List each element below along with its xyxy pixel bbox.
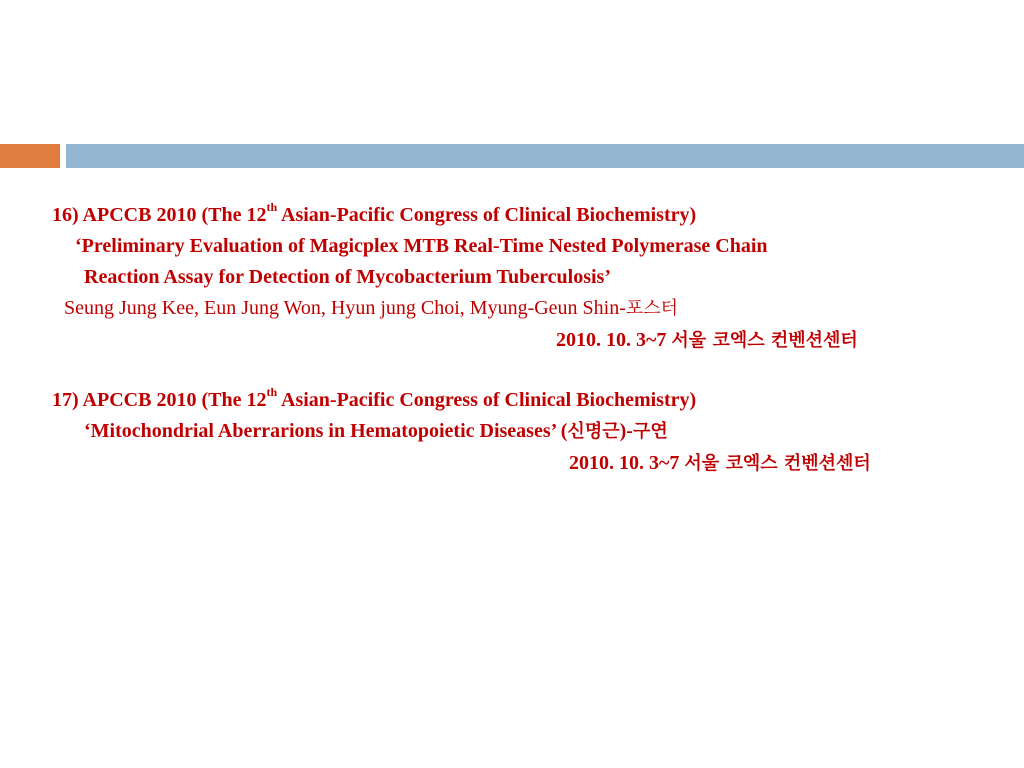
- entry-17-date: 2010. 10. 3~7: [569, 452, 685, 474]
- entry-17-presentation-type: 구연: [632, 421, 668, 442]
- entry-16-authors-names: Seung Jung Kee, Eun Jung Won, Hyun jung Choi, Myung-Geun Shin-: [64, 297, 626, 319]
- entry-16-date-venue: [556, 328, 858, 353]
- entry-17-title: [84, 419, 668, 444]
- header-accent-blue: [66, 144, 1024, 168]
- entry-17-superscript: th: [266, 385, 278, 400]
- entry-16-date: 2010. 10. 3~7: [556, 329, 672, 351]
- entry-17-conference: [52, 385, 697, 412]
- entry-17-date-venue: [569, 451, 871, 476]
- entry-16-superscript: th: [266, 200, 278, 215]
- entry-16-conference: [52, 200, 697, 227]
- entry-17-conference-rest: Asian-Pacific Congress of Clinical Biochemistry): [277, 389, 697, 411]
- entry-16-venue: 서울 코엑스 컨벤션센터: [671, 330, 858, 351]
- entry-16-conference-prefix: 16) APCCB 2010 (The 12: [52, 204, 267, 226]
- entry-17-title-en: ‘Mitochondrial Aberrarions in Hematopoietic Diseases’ (: [84, 420, 568, 442]
- entry-17-venue: 서울 코엑스 컨벤션센터: [684, 453, 871, 474]
- entry-16-authors: [64, 296, 678, 321]
- entry-16-presentation-type: 포스터: [625, 298, 679, 319]
- entry-16-title-line1: ‘Preliminary Evaluation of Magicplex MTB Real-Time Nested Polymerase Chain: [75, 235, 768, 257]
- entry-16-title-line2: Reaction Assay for Detection of Mycobacterium Tuberculosis’: [84, 266, 611, 288]
- header-accent-orange: [0, 144, 60, 168]
- entry-17-presenter: 신명근: [567, 421, 620, 442]
- entry-17-title-mid: )-: [619, 420, 633, 442]
- entry-16-conference-rest: Asian-Pacific Congress of Clinical Biochemistry): [277, 204, 697, 226]
- entry-17-conference-prefix: 17) APCCB 2010 (The 12: [52, 389, 267, 411]
